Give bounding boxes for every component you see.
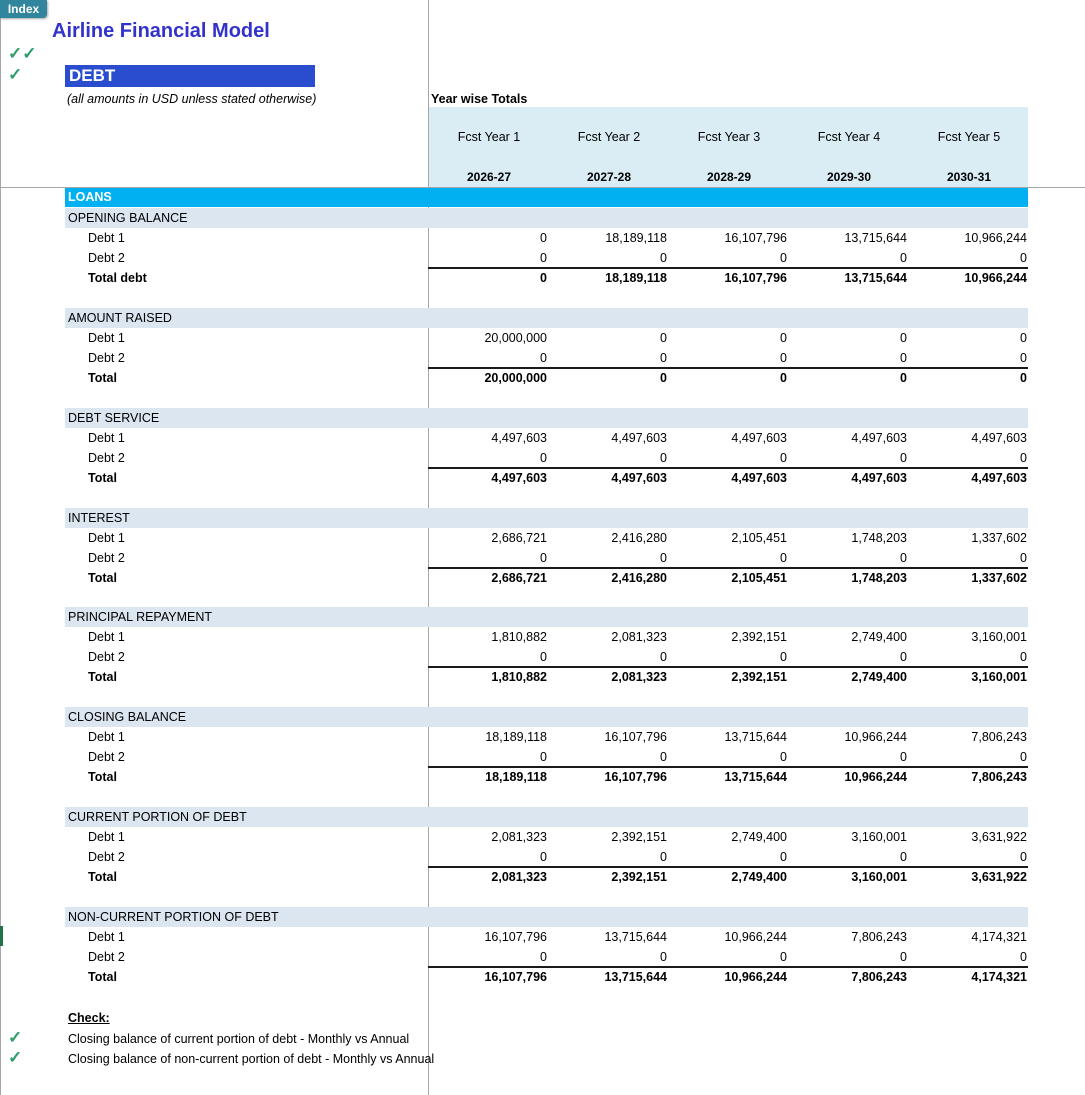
- cell-value[interactable]: 1,810,882: [491, 630, 547, 644]
- section-title: CURRENT PORTION OF DEBT: [68, 810, 247, 824]
- table-row: [65, 627, 1028, 647]
- cell-value[interactable]: 0: [540, 750, 547, 764]
- column-header-year-4: [789, 107, 909, 187]
- cell-value[interactable]: 4,174,321: [971, 970, 1027, 984]
- row-label: Total: [88, 471, 117, 485]
- table-row: [65, 947, 1028, 967]
- cell-value[interactable]: 10,966,244: [844, 730, 907, 744]
- table-row: [65, 827, 1028, 847]
- cell-value[interactable]: 2,081,323: [491, 830, 547, 844]
- cell-value[interactable]: 16,107,796: [484, 970, 547, 984]
- cell-value[interactable]: 3,160,001: [971, 630, 1027, 644]
- cell-value[interactable]: 0: [660, 371, 667, 385]
- section-title: PRINCIPAL REPAYMENT: [68, 610, 213, 624]
- cell-value[interactable]: 0: [780, 750, 787, 764]
- cell-value[interactable]: 2,392,151: [611, 870, 667, 884]
- row-label: Debt 1: [88, 930, 125, 944]
- check-title: Check:: [68, 1011, 110, 1025]
- check-icon: ✓: [8, 1048, 23, 1067]
- double-check-icon: ✓✓: [8, 44, 37, 63]
- cell-value[interactable]: 0: [540, 451, 547, 465]
- row-label: Debt 2: [88, 351, 125, 365]
- cell-value[interactable]: 0: [1020, 950, 1027, 964]
- total-border-line: [428, 567, 1028, 569]
- cell-value[interactable]: 2,749,400: [851, 670, 907, 684]
- check-icon: ✓: [8, 65, 23, 84]
- total-row: [65, 867, 1028, 887]
- total-border-line: [428, 966, 1028, 968]
- cell-value[interactable]: 2,749,400: [731, 870, 787, 884]
- total-row: [65, 368, 1028, 388]
- cell-value[interactable]: 0: [900, 650, 907, 664]
- cell-value[interactable]: 7,806,243: [971, 770, 1027, 784]
- cell-value[interactable]: 0: [1020, 850, 1027, 864]
- cell-value[interactable]: 18,189,118: [485, 730, 547, 744]
- section-amount-raised: [65, 308, 1028, 388]
- check-item: Closing balance of current portion of debt - Monthly vs Annual: [68, 1032, 410, 1046]
- section-header: [65, 508, 1028, 528]
- total-border-line: [428, 267, 1028, 269]
- cell-value[interactable]: 0: [660, 650, 667, 664]
- cell-value[interactable]: 0: [660, 551, 667, 565]
- cell-value[interactable]: 4,497,603: [491, 471, 547, 485]
- table-row: [65, 647, 1028, 667]
- row-label: Debt 1: [88, 730, 125, 744]
- row-label: Total: [88, 571, 117, 585]
- row-label: Debt 2: [88, 451, 125, 465]
- section-header: [65, 807, 1028, 827]
- model-title: Airline Financial Model: [52, 20, 270, 42]
- cell-value[interactable]: 1,337,602: [971, 531, 1027, 545]
- cell-value[interactable]: 0: [780, 251, 787, 265]
- cell-value[interactable]: 16,107,796: [604, 770, 667, 784]
- cell-value[interactable]: 0: [540, 950, 547, 964]
- cell-value[interactable]: 0: [900, 371, 907, 385]
- cell-value[interactable]: 4,497,603: [971, 471, 1027, 485]
- section-title: NON-CURRENT PORTION OF DEBT: [68, 910, 279, 924]
- section-header: [65, 707, 1028, 727]
- row-label: Debt 2: [88, 650, 125, 664]
- row-label: Debt 2: [88, 551, 125, 565]
- table-row: [65, 448, 1028, 468]
- cell-value[interactable]: 2,105,451: [731, 571, 787, 585]
- row-label: Total: [88, 371, 117, 385]
- total-row: [65, 667, 1028, 687]
- cell-value[interactable]: 2,686,721: [491, 531, 547, 545]
- row-selection-marker: [0, 926, 3, 946]
- cell-value[interactable]: 0: [660, 850, 667, 864]
- row-label: Total: [88, 870, 117, 884]
- cell-value[interactable]: 18,189,118: [485, 770, 547, 784]
- check-item: Closing balance of non-current portion of debt - Monthly vs Annual: [68, 1052, 435, 1066]
- cell-value[interactable]: 16,107,796: [604, 730, 667, 744]
- cell-value[interactable]: 0: [780, 351, 787, 365]
- total-row: [65, 568, 1028, 588]
- cell-value[interactable]: 1,748,203: [851, 531, 907, 545]
- table-row: [65, 747, 1028, 767]
- cell-value[interactable]: 0: [660, 351, 667, 365]
- loans-label: LOANS: [68, 190, 112, 204]
- total-row: [65, 468, 1028, 488]
- total-row: [65, 268, 1028, 288]
- cell-value[interactable]: 10,966,244: [964, 271, 1027, 285]
- forecast-year-label: Fcst Year 4: [817, 130, 881, 144]
- cell-value[interactable]: 2,392,151: [731, 630, 787, 644]
- column-header-band: [429, 107, 1028, 187]
- check-icon: ✓: [8, 1028, 23, 1047]
- row-label: Debt 2: [88, 251, 125, 265]
- cell-value[interactable]: 0: [900, 251, 907, 265]
- cell-value[interactable]: 0: [780, 451, 787, 465]
- cell-value[interactable]: 3,160,001: [971, 670, 1027, 684]
- column-header-year-5: [909, 107, 1029, 187]
- cell-value[interactable]: 2,081,323: [611, 630, 667, 644]
- section-interest: [65, 508, 1028, 588]
- table-row: [65, 248, 1028, 268]
- cell-value[interactable]: 18,189,118: [605, 231, 667, 245]
- total-row: [65, 767, 1028, 787]
- cell-value[interactable]: 7,806,243: [851, 930, 907, 944]
- cell-value[interactable]: 0: [900, 551, 907, 565]
- cell-value[interactable]: 0: [660, 750, 667, 764]
- cell-value[interactable]: 2,081,323: [491, 870, 547, 884]
- cell-value[interactable]: 0: [780, 551, 787, 565]
- fiscal-year-label: 2026-27: [466, 170, 512, 184]
- cell-value[interactable]: 0: [1020, 650, 1027, 664]
- fiscal-year-label: 2029-30: [826, 170, 872, 184]
- total-border-line: [428, 367, 1028, 369]
- row-label: Total: [88, 770, 117, 784]
- cell-value[interactable]: 0: [780, 850, 787, 864]
- cell-value[interactable]: 3,631,922: [971, 870, 1027, 884]
- cell-value[interactable]: 0: [540, 551, 547, 565]
- forecast-year-label: Fcst Year 2: [577, 130, 641, 144]
- cell-value[interactable]: 13,715,644: [604, 930, 667, 944]
- total-row: [65, 967, 1028, 987]
- cell-value[interactable]: 0: [900, 351, 907, 365]
- loans-band: [65, 188, 1028, 207]
- cell-value[interactable]: 0: [1020, 251, 1027, 265]
- row-label: Debt 1: [88, 630, 125, 644]
- section-title: CLOSING BALANCE: [68, 710, 187, 724]
- section-header: [65, 907, 1028, 927]
- cell-value[interactable]: 4,497,603: [611, 431, 667, 445]
- cell-value[interactable]: 13,715,644: [724, 770, 787, 784]
- section-debt-service: [65, 408, 1028, 488]
- cell-value[interactable]: 0: [900, 750, 907, 764]
- row-label: Debt 1: [88, 231, 125, 245]
- cell-value[interactable]: 0: [1020, 371, 1027, 385]
- row-label: Debt 2: [88, 750, 125, 764]
- cell-value[interactable]: 20,000,000: [484, 371, 547, 385]
- cell-value[interactable]: 3,160,001: [851, 870, 907, 884]
- cell-value[interactable]: 7,806,243: [851, 970, 907, 984]
- column-header-year-1: [429, 107, 549, 187]
- cell-value[interactable]: 0: [540, 650, 547, 664]
- cell-value[interactable]: 4,497,603: [851, 471, 907, 485]
- cell-value[interactable]: 0: [780, 650, 787, 664]
- cell-value[interactable]: 10,966,244: [724, 970, 787, 984]
- cell-value[interactable]: 13,715,644: [604, 970, 667, 984]
- cell-value[interactable]: 10,966,244: [844, 770, 907, 784]
- cell-value[interactable]: 0: [540, 231, 547, 245]
- cell-value[interactable]: 0: [1020, 351, 1027, 365]
- cell-value[interactable]: 0: [1020, 750, 1027, 764]
- cell-value[interactable]: 10,966,244: [964, 231, 1027, 245]
- currency-note: (all amounts in USD unless stated otherwise): [67, 92, 317, 106]
- cell-value[interactable]: 2,416,280: [611, 531, 667, 545]
- cell-value[interactable]: 0: [540, 850, 547, 864]
- cell-value[interactable]: 1,810,882: [491, 670, 547, 684]
- fiscal-year-label: 2030-31: [946, 170, 992, 184]
- forecast-year-label: Fcst Year 5: [937, 130, 1001, 144]
- cell-value[interactable]: 2,686,721: [491, 571, 547, 585]
- section-header: [65, 408, 1028, 428]
- section-header: [65, 308, 1028, 328]
- total-border-line: [428, 866, 1028, 868]
- forecast-year-label: Fcst Year 3: [697, 130, 761, 144]
- cell-value[interactable]: 20,000,000: [484, 331, 547, 345]
- cell-value[interactable]: 0: [780, 950, 787, 964]
- section-title: INTEREST: [68, 511, 130, 525]
- cell-value[interactable]: 4,497,603: [851, 431, 907, 445]
- table-row: [65, 348, 1028, 368]
- cell-value[interactable]: 0: [660, 251, 667, 265]
- sheet-banner: DEBT: [65, 65, 315, 87]
- table-row: [65, 228, 1028, 248]
- section-header: [65, 607, 1028, 627]
- cell-value[interactable]: 0: [660, 451, 667, 465]
- cell-value[interactable]: 16,107,796: [724, 231, 787, 245]
- section-non-current-portion-of-debt: [65, 907, 1028, 987]
- cell-value[interactable]: 0: [900, 850, 907, 864]
- table-row: [65, 548, 1028, 568]
- cell-value[interactable]: 0: [660, 331, 667, 345]
- cell-value[interactable]: 2,416,280: [611, 571, 667, 585]
- cell-value[interactable]: 13,715,644: [724, 730, 787, 744]
- cell-value[interactable]: 7,806,243: [971, 730, 1027, 744]
- row-label: Debt 1: [88, 830, 125, 844]
- cell-value[interactable]: 3,160,001: [851, 830, 907, 844]
- section-current-portion-of-debt: [65, 807, 1028, 887]
- row-label: Debt 1: [88, 431, 125, 445]
- cell-value[interactable]: 2,081,323: [611, 670, 667, 684]
- cell-value[interactable]: 4,174,321: [971, 930, 1027, 944]
- column-header-year-3: [669, 107, 789, 187]
- row-label: Debt 1: [88, 531, 125, 545]
- section-principal-repayment: [65, 607, 1028, 687]
- cell-value[interactable]: 0: [1020, 551, 1027, 565]
- row-label: Debt 2: [88, 850, 125, 864]
- cell-value[interactable]: 4,497,603: [731, 431, 787, 445]
- row-label: Debt 2: [88, 950, 125, 964]
- fiscal-year-label: 2028-29: [706, 170, 752, 184]
- forecast-year-label: Fcst Year 1: [457, 130, 521, 144]
- cell-value[interactable]: 0: [660, 950, 667, 964]
- cell-value[interactable]: 4,497,603: [611, 471, 667, 485]
- section-header: [65, 208, 1028, 228]
- section-title: OPENING BALANCE: [68, 211, 188, 225]
- cell-value[interactable]: 0: [540, 271, 547, 285]
- section-title: DEBT SERVICE: [68, 411, 160, 425]
- table-row: [65, 528, 1028, 548]
- column-header-year-2: [549, 107, 669, 187]
- total-border-line: [428, 666, 1028, 668]
- cell-value[interactable]: 4,497,603: [731, 471, 787, 485]
- cell-value[interactable]: 0: [540, 251, 547, 265]
- cell-value[interactable]: 0: [780, 331, 787, 345]
- cell-value[interactable]: 0: [540, 351, 547, 365]
- row-label: Total: [88, 670, 117, 684]
- cell-value[interactable]: 2,105,451: [731, 531, 787, 545]
- cell-value[interactable]: 1,748,203: [851, 571, 907, 585]
- row-label: Total: [88, 970, 117, 984]
- year-wise-totals-label: Year wise Totals: [431, 92, 528, 106]
- cell-value[interactable]: 4,497,603: [491, 431, 547, 445]
- table-row: [65, 328, 1028, 348]
- cell-value[interactable]: 10,966,244: [724, 930, 787, 944]
- section-opening-balance: [65, 208, 1028, 288]
- cell-value[interactable]: 0: [780, 371, 787, 385]
- cell-value[interactable]: 2,392,151: [611, 830, 667, 844]
- cell-value[interactable]: 13,715,644: [844, 231, 907, 245]
- cell-value[interactable]: 0: [1020, 451, 1027, 465]
- cell-value[interactable]: 2,749,400: [851, 630, 907, 644]
- cell-value[interactable]: 2,749,400: [731, 830, 787, 844]
- cell-value[interactable]: 0: [900, 950, 907, 964]
- table-row: [65, 428, 1028, 448]
- section-closing-balance: [65, 707, 1028, 787]
- total-border-line: [428, 766, 1028, 768]
- cell-value[interactable]: 16,107,796: [724, 271, 787, 285]
- fiscal-year-label: 2027-28: [586, 170, 632, 184]
- total-border-line: [428, 467, 1028, 469]
- section-title: AMOUNT RAISED: [68, 311, 172, 325]
- row-label: Debt 1: [88, 331, 125, 345]
- cell-value[interactable]: 16,107,796: [484, 930, 547, 944]
- cell-value[interactable]: 2,392,151: [731, 670, 787, 684]
- cell-value[interactable]: 13,715,644: [844, 271, 907, 285]
- table-row: [65, 727, 1028, 747]
- cell-value[interactable]: 1,337,602: [971, 571, 1027, 585]
- cell-value[interactable]: 18,189,118: [605, 271, 667, 285]
- table-row: [65, 927, 1028, 947]
- index-button[interactable]: Index: [0, 0, 47, 18]
- cell-value[interactable]: 3,631,922: [971, 830, 1027, 844]
- cell-value[interactable]: 0: [900, 331, 907, 345]
- table-row: [65, 847, 1028, 867]
- cell-value[interactable]: 4,497,603: [971, 431, 1027, 445]
- cell-value[interactable]: 0: [900, 451, 907, 465]
- cell-value[interactable]: 0: [1020, 331, 1027, 345]
- row-label: Total debt: [88, 271, 147, 285]
